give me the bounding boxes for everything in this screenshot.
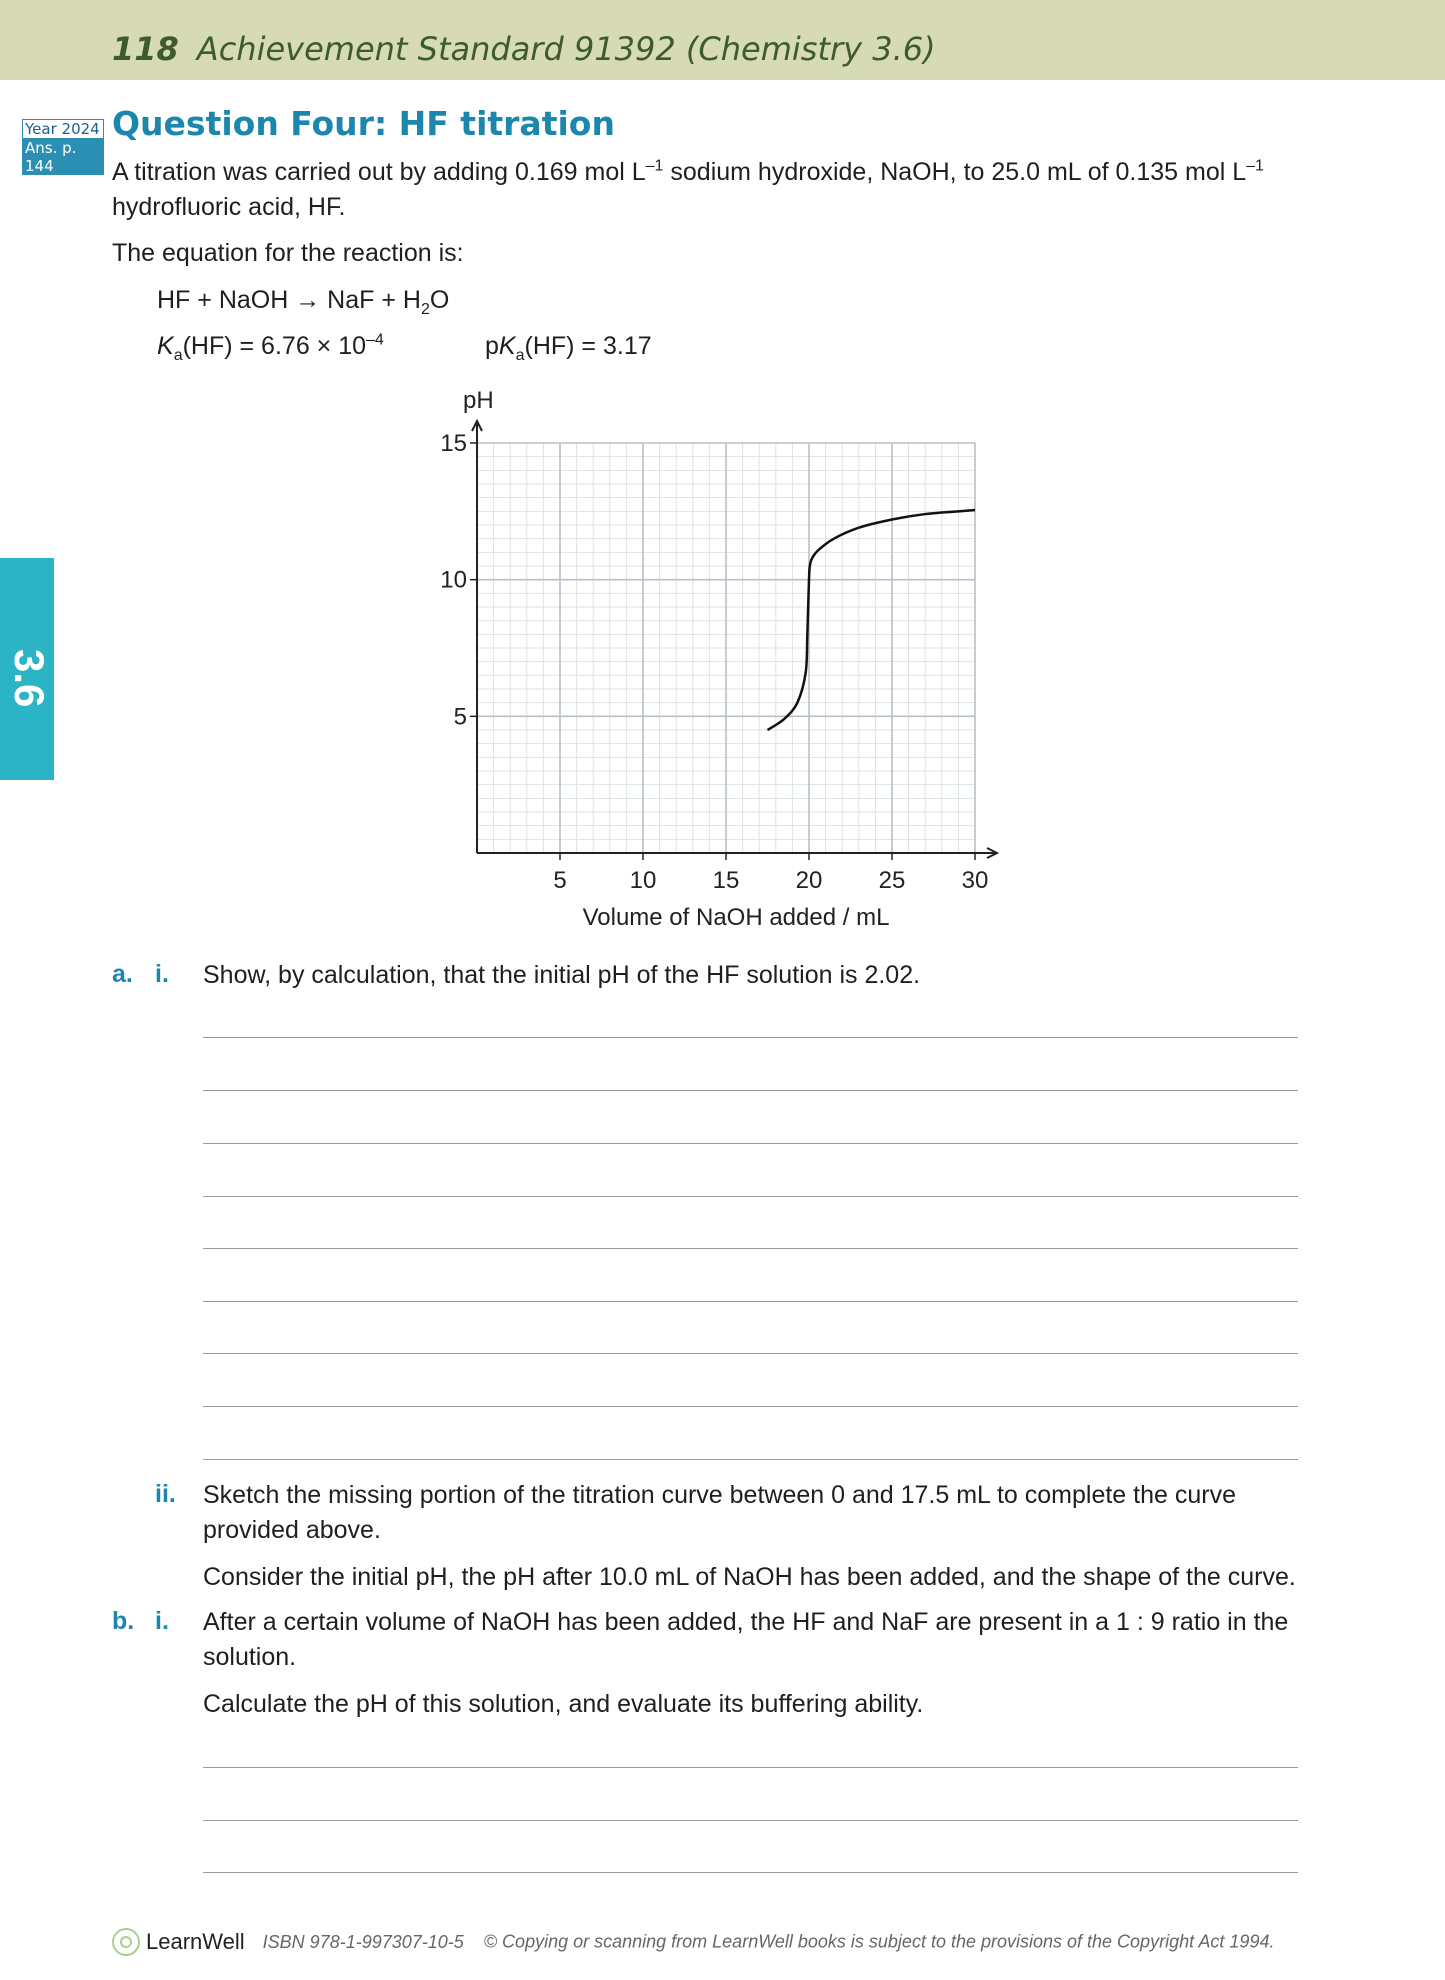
y-tick-label: 15: [440, 430, 467, 457]
x-axis-label: Volume of NaOH added / mL: [582, 904, 890, 931]
learnwell-logo-icon: [112, 1928, 140, 1956]
part-b-i-line1: After a certain volume of NaOH has been added, the HF and NaF are present in a 1 : 9 ratio in the: [203, 1608, 1289, 1636]
answer-line[interactable]: [203, 1196, 1298, 1197]
ka-number: (HF) = 6.76 × 10: [182, 332, 367, 360]
x-tick-label: 10: [629, 867, 657, 894]
answer-line[interactable]: [203, 1037, 1298, 1038]
year-badge: [22, 119, 104, 175]
answer-line[interactable]: [203, 1353, 1298, 1354]
year-label: Year 2024: [22, 119, 104, 139]
reaction-equation: [157, 283, 449, 318]
pka-subscript: a: [515, 347, 525, 364]
intro-sup-2: –1: [1246, 157, 1264, 175]
section-tab-label: 3.6: [6, 649, 53, 708]
answer-line[interactable]: [203, 1301, 1298, 1302]
page-footer: [112, 1928, 1274, 1956]
answer-line[interactable]: [203, 1459, 1298, 1460]
part-a-i-text: Show, by calculation, that the initial pH of the HF solution is 2.02.: [203, 961, 921, 989]
y-tick-label: 10: [440, 566, 467, 594]
question-title: Question Four: HF titration: [112, 104, 615, 143]
titration-chart-svg: [420, 378, 1020, 938]
section-side-tab: [0, 558, 54, 780]
part-b-i-task: Calculate the pH of this solution, and evaluate its buffering ability.: [203, 1690, 924, 1718]
answer-page-label: Ans. p. 144: [22, 139, 104, 175]
x-tick-label: 5: [553, 867, 567, 894]
y-tick-label: 5: [453, 703, 467, 731]
answer-line[interactable]: [203, 1820, 1298, 1821]
page-number: 118: [112, 30, 179, 68]
part-a-i-label: i.: [155, 960, 169, 988]
answer-line[interactable]: [203, 1872, 1298, 1873]
equation-intro: The equation for the reaction is:: [112, 239, 464, 267]
part-a-label: a.: [112, 960, 133, 988]
equation-right: O: [429, 286, 450, 314]
footer-copyright: © Copying or scanning from LearnWell books is subject to the provisions of the Copyright Act 1994.: [483, 1931, 1275, 1952]
pka-value: $pK_a(HF) = 3.17$: [485, 332, 652, 364]
part-a-ii-line2: provided above.: [203, 1516, 381, 1544]
ka-symbol: K: [157, 332, 174, 360]
intro-text-2: sodium hydroxide, NaOH, to 25.0 mL of 0.135 mol L: [663, 158, 1247, 186]
pka-number: (HF) = 3.17: [524, 332, 652, 360]
x-tick-label: 30: [961, 867, 989, 894]
intro-text-1: A titration was carried out by adding 0.169 mol L: [112, 158, 646, 186]
ka-subscript: a: [173, 347, 183, 364]
part-a-ii-label: ii.: [155, 1480, 176, 1508]
ka-value: [157, 329, 384, 364]
x-tick-label: 20: [795, 867, 823, 894]
y-axis-label: pH: [463, 387, 494, 414]
x-tick-label: 15: [712, 867, 740, 894]
page-header-title: Achievement Standard 91392 (Chemistry 3.6): [196, 30, 936, 68]
part-a-ii-line1: Sketch the missing portion of the titration curve between 0 and 17.5 mL to complete the curve: [203, 1481, 1236, 1509]
part-b-i-label: i.: [155, 1607, 169, 1635]
equation-subscript: 2: [420, 301, 430, 318]
part-b-i-text: [203, 1605, 1333, 1675]
part-a-ii-text: [203, 1478, 1333, 1548]
titration-chart: [420, 378, 1020, 938]
intro-sup-1: –1: [645, 157, 664, 175]
part-b-label: b.: [112, 1607, 135, 1635]
answer-line[interactable]: [203, 1767, 1298, 1768]
equation-left: HF + NaOH → NaF + H: [157, 286, 421, 314]
question-intro: [112, 155, 1342, 225]
x-tick-label: 25: [878, 867, 906, 894]
answer-line[interactable]: [203, 1143, 1298, 1144]
answer-line[interactable]: [203, 1090, 1298, 1091]
footer-brand: LearnWell: [146, 1929, 245, 1954]
intro-text-3: hydrofluoric acid, HF.: [112, 193, 346, 221]
footer-isbn: ISBN 978-1-997307-10-5: [262, 1931, 464, 1952]
answer-line[interactable]: [203, 1248, 1298, 1249]
ka-exponent: –4: [366, 331, 384, 349]
page-header: [112, 30, 936, 68]
part-b-i-line2: solution.: [203, 1643, 297, 1671]
titration-curve: [768, 510, 976, 730]
answer-line[interactable]: [203, 1406, 1298, 1407]
part-a-ii-hint: Consider the initial pH, the pH after 10.0 mL of NaOH has been added, and the shape of the curve.: [203, 1563, 1296, 1591]
